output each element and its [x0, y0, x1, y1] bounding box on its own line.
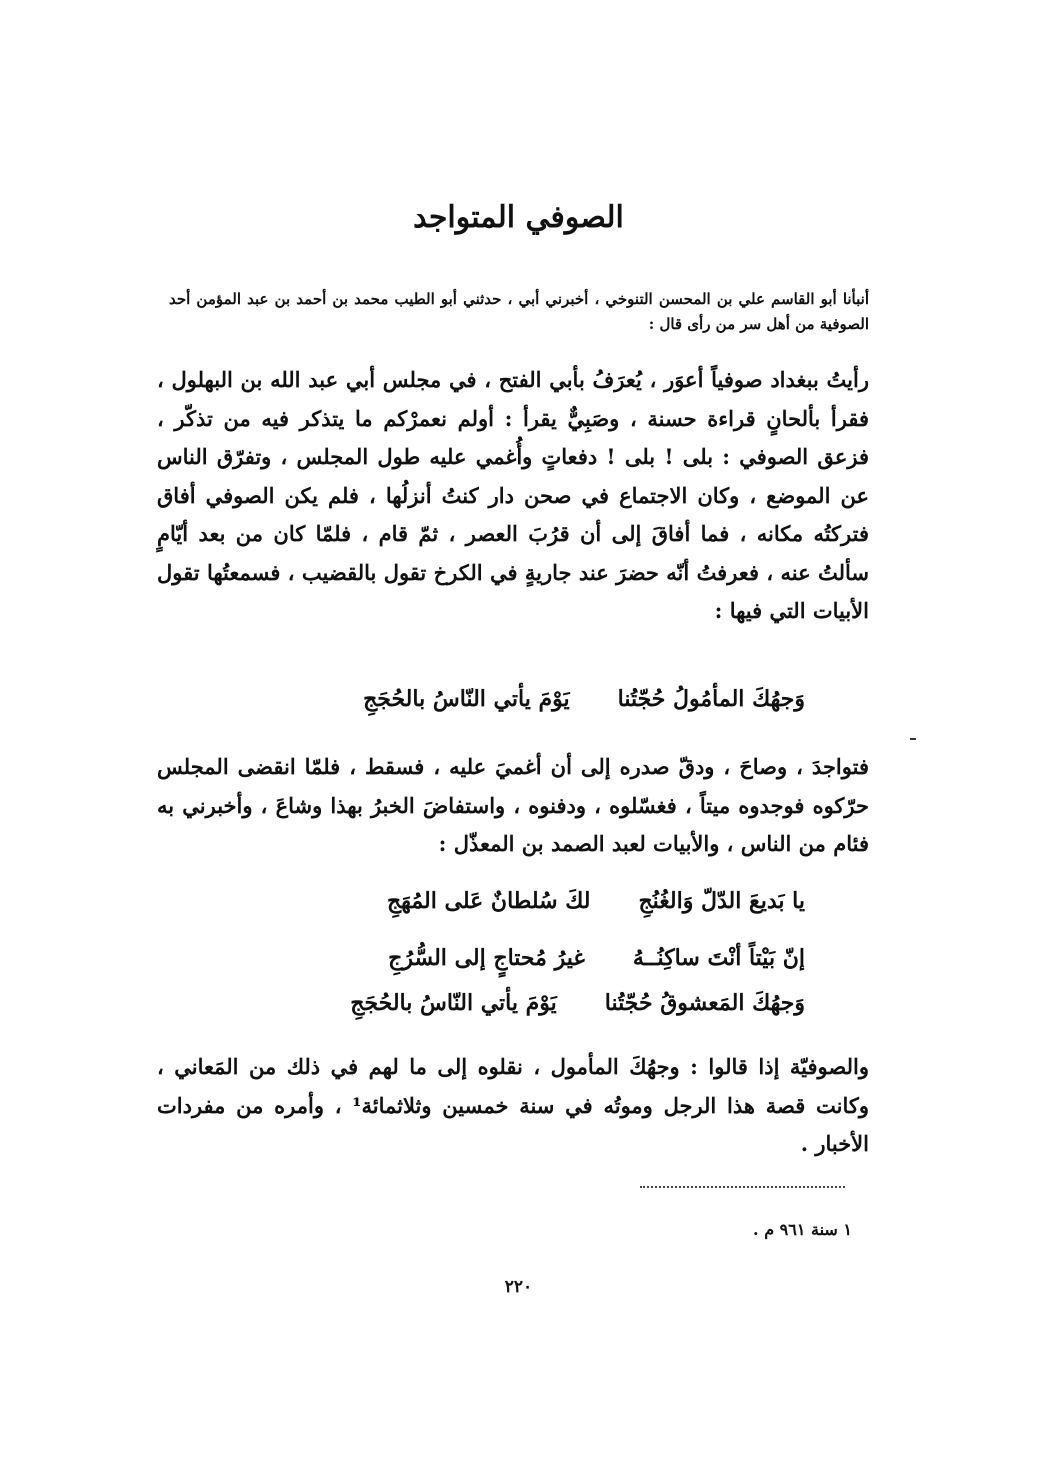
verse-second-hemistich: يَوْمَ يأتي النّاسُ بالحُجَجِ: [363, 686, 570, 712]
chapter-title: الصوفي المتواجد: [413, 200, 624, 235]
quoted-verse: [363, 686, 805, 712]
poem-line-3: [350, 990, 805, 1016]
verse-second-hemistich: لكَ سُلطانٌ عَلى المُهَجِ: [386, 888, 591, 914]
paragraph-1: رأيتُ ببغداد صوفياً أعوَر ، يُعرَفُ بأبي الفتح ، في مجلس أبي عبد الله بن البهلول ، فقرأ بألحانٍ قراءة حسنة ، وصَبِيٌّ يقرأ : أولم نعمرْكم ما يتذكر فيه من تذكّر ، فزعق الصوفي : بلى ! بلى ! دفعاتٍ وأُغمي عليه طول المجلس ، وتفرّق الناس عن الموضع ، وكان الاجتماع في صحن دار كنتُ أنزلُها ، فلم يكن الصوفي أفاق فتركتُه مكانه ، فما أفاقَ إلى أن قرُبَ العصر ، ثمّ قام ، فلمّا كان من بعد أيّامٍ سألتُ عنه ، فعرفتُ أنّه حضرَ عند جاريةٍ في الكرخ تقول بالقضيب ، فسمعتُها تقول الأبيات التي فيها :: [157, 367, 869, 623]
page-number: ٢٢٠: [504, 1277, 533, 1297]
verse-first-hemistich: يا بَديعَ الدّلّ وَالغُنُجِ: [638, 888, 805, 914]
paragraph-2: فتواجدَ ، وصاحَ ، ودقّ صدره إلى أن أغميَ عليه ، فسقط ، فلمّا انقضى المجلس حرّكوه فوجدوه ميتاً ، فغسّلوه ، ودفنوه ، واستفاضَ الخبرُ بهذا وشاعَ ، وأخبرني به فئام من الناس ، والأبيات لعبد الصمد بن المعذّل :: [157, 754, 869, 856]
poem-line-2: [388, 945, 805, 971]
verse-first-hemistich: وَجهُكَ المَعشوقُ حُجّتُنا: [604, 990, 805, 1016]
paragraph-3: والصوفيّة إذا قالوا : وجهُكَ المأمول ، نقلوه إلى ما لهم في ذلك من المَعاني ، وكانت قصة هذا الرجل وموتُه في سنة خمسين وثلاثمائة¹ ، وأمره من مفردات الأخبار .: [157, 1054, 869, 1156]
verse-second-hemistich: غيرُ مُحتاجٍ إلى السُّرُجِ: [388, 945, 585, 971]
verse-second-hemistich: يَوْمَ يأتي النّاسُ بالحُجَجِ: [350, 990, 557, 1016]
verse-first-hemistich: وَجهُكَ المأمُولُ حُجّتُنا: [617, 686, 805, 712]
footnote-separator: [640, 1186, 845, 1188]
poem-line-1: [387, 888, 805, 914]
footnote: ١ سنة ٩٦١ م .: [753, 1220, 852, 1239]
isnad-chain: أنبأنا أبو القاسم علي بن المحسن التنوخي ، أخبرني أبي ، حدثني أبو الطيب محمد بن أحمد بن عبد المؤمن أحد الصوفية من أهل سر من رأى قال :: [169, 290, 869, 333]
margin-mark: [910, 738, 916, 740]
verse-first-hemistich: إنّ بَيْتاً أنْتَ ساكِنُــهُ: [632, 945, 805, 971]
